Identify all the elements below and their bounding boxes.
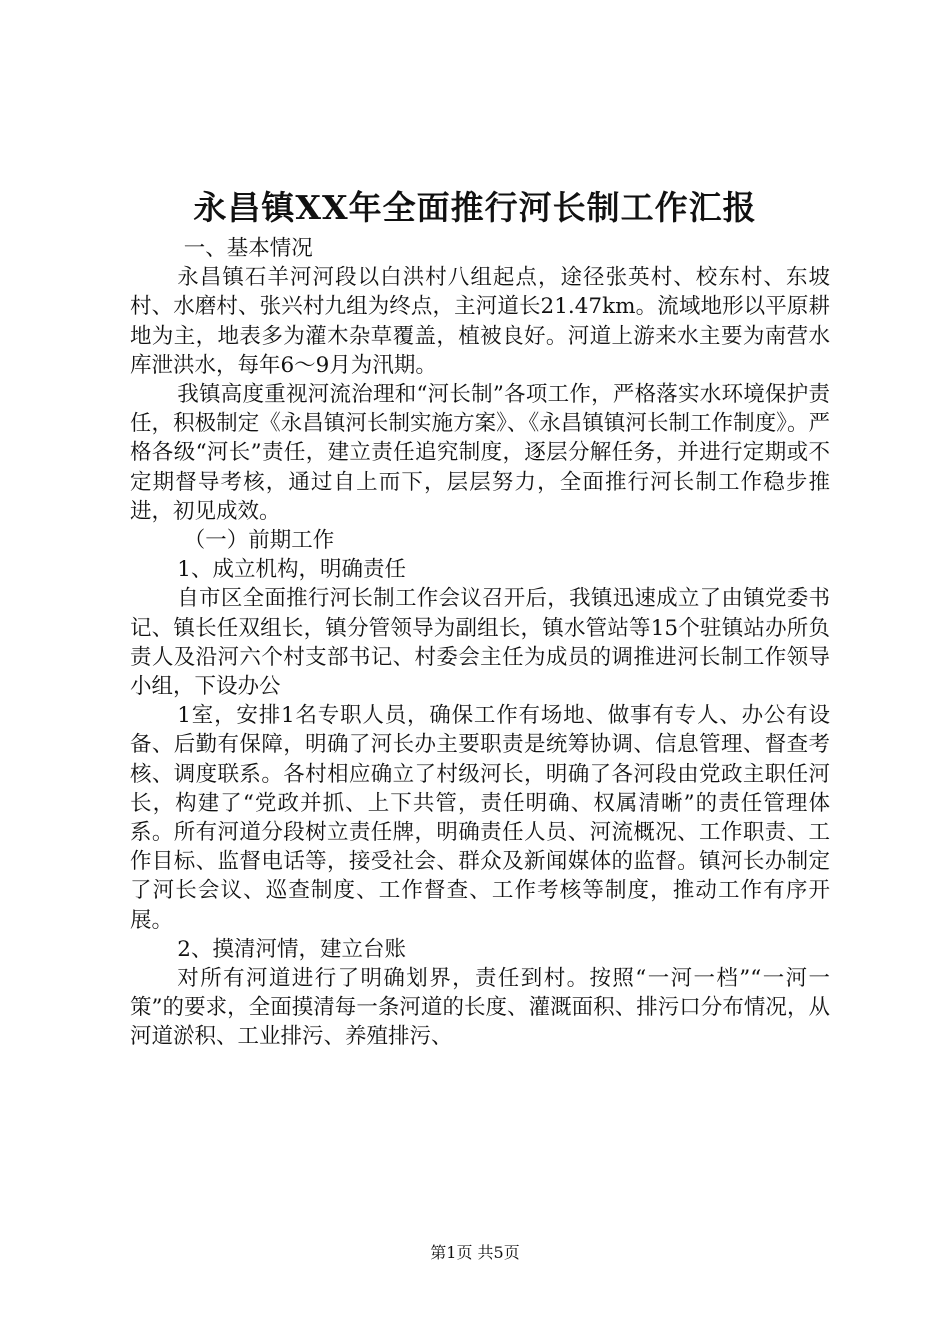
subsection-heading: （一）前期工作 — [183, 528, 335, 554]
paragraph: 对所有河道进行了明确划界，责任到村。按照“一河一档”“一河一策”的要求，全面摸清每一条河道的长度、灌溉面积、排污口分布情况，从河道淤积、工业排污、养殖排污、 — [130, 966, 830, 1050]
paragraph: 自市区全面推行河长制工作会议召开后，我镇迅速成立了由镇党委书记、镇长任双组长，镇分管领导为副组长，镇水管站等15个驻镇站办所负责人及沿河六个村支部书记、村委会主任为成员的调推进河长制工作领导小组，下设办公 — [130, 586, 830, 700]
section-heading-basic: 一、基本情况 — [183, 236, 313, 261]
page-footer: 第1页 共5页 — [430, 1243, 520, 1262]
document-body — [130, 234, 830, 1052]
paragraph: 1室，安排1名专职人员，确保工作有场地、做事有专人、办公有设备、后勤有保障，明确了河长办主要职责是统筹协调、信息管理、督查考核、调度联系。各村相应确立了村级河长，明确了各河段由党政主职任河长，构建了“党政并抓、上下共管，责任明确、权属清晰”的责任管理体系。所有河道分段树立责任牌，明确责任人员、河流概况、工作职责、工作目标、监督电话等，接受社会、群众及新闻媒体的监督。镇河长办制定了河长会议、巡查制度、工作督查、工作考核等制度，推动工作有序开展。 — [130, 703, 830, 933]
paragraph: 我镇高度重视河流治理和“河长制”各项工作，严格落实水环境保护责任，积极制定《永昌镇河长制实施方案》、《永昌镇镇河长制工作制度》。严格各级“河长”责任，建立责任追究制度，逐层分解任务，并进行定期或不定期督导考核，通过自上而下，层层努力，全面推行河长制工作稳步推进，初见成效。 — [130, 382, 830, 524]
item-heading: 1、成立机构，明确责任 — [177, 557, 406, 583]
item-heading: 2、摸清河情，建立台账 — [177, 936, 406, 962]
paragraph: 永昌镇石羊河河段以白洪村八组起点，途径张英村、校东村、东坡村、水磨村、张兴村九组为终点，主河道长21.47km。流域地形以平原耕地为主，地表多为灌木杂草覆盖，植被良好。河道上游来水主要为南营水库泄洪水，每年6～9月为汛期。 — [130, 265, 830, 378]
document-title: 永昌镇XX年全面推行河长制工作汇报 — [193, 188, 757, 227]
